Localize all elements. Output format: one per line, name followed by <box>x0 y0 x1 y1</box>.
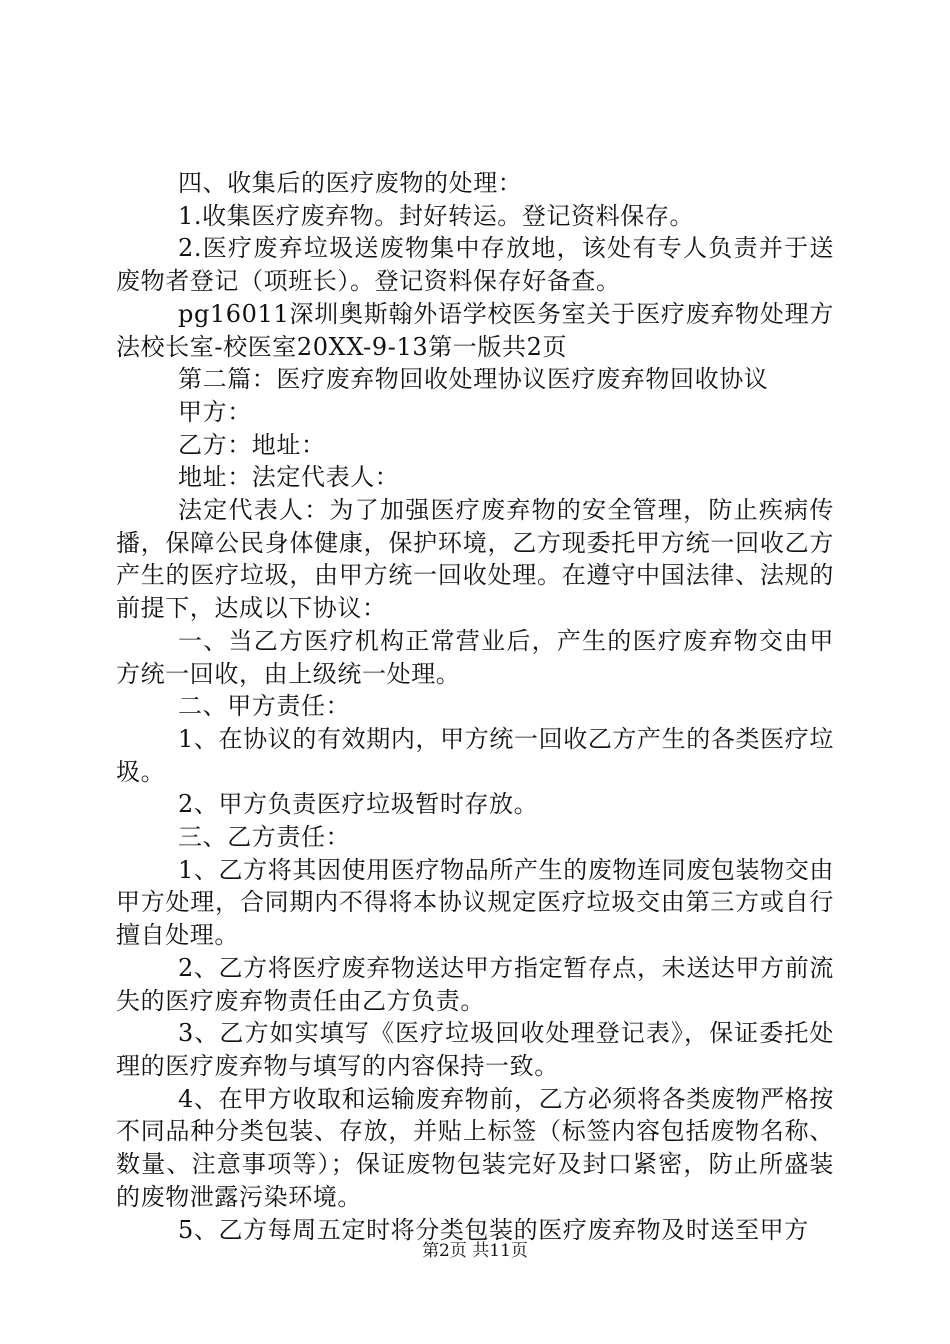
party-b-line: 乙方：地址： <box>178 430 326 459</box>
chapter-heading: 第二篇：医疗废弃物回收处理协议医疗废弃物回收协议 <box>178 365 769 394</box>
address-line: 地址：法定代表人： <box>178 463 400 492</box>
paragraph: 法定代表人：为了加强医疗废弃物的安全管理，防止疾病传播，保障公民身体健康，保护环境，乙方现委托甲方统一回收乙方产生的医疗垃圾，由甲方统一回收处理。在遵守中国法律、法规的前提下，达成以下协议： <box>116 496 834 623</box>
document-body <box>116 167 834 1246</box>
clause-heading-3: 三、乙方责任： <box>178 823 351 852</box>
page-footer: 第2页 共11页 <box>422 1241 528 1261</box>
list-item: 2、乙方将医疗废弃物送达甲方指定暂存点，未送达甲方前流失的医疗废弃物责任由乙方负责。 <box>116 953 834 1015</box>
list-item: 1、在协议的有效期内，甲方统一回收乙方产生的各类医疗垃圾。 <box>116 724 834 786</box>
list-item: 2、甲方负责医疗垃圾暂时存放。 <box>178 790 539 819</box>
list-item: 4、在甲方收取和运输废弃物前，乙方必须将各类废物严格按不同品种分类包装、存放，并贴上标签（标签内容包括废物名称、数量、注意事项等）；保证废物包装完好及封口紧密，防止所盛装的废物泄露污染环境。 <box>116 1084 834 1211</box>
paragraph: 1.收集医疗废弃物。封好转运。登记资料保存。 <box>178 201 695 230</box>
document-reference: pg16011深圳奥斯翰外语学校医务室关于医疗废弃物处理方法校长室-校医室20XX-9-13第一版共2页 <box>116 299 834 361</box>
section-heading-4: 四、收集后的医疗废物的处理： <box>178 169 523 197</box>
party-a-line: 甲方： <box>178 397 252 426</box>
list-item: 1、乙方将其因使用医疗物品所产生的废物连同废包装物交由甲方处理，合同期内不得将本协议规定医疗垃圾交由第三方或自行擅自处理。 <box>116 855 834 950</box>
list-item: 3、乙方如实填写《医疗垃圾回收处理登记表》，保证委托处理的医疗废弃物与填写的内容保持一致。 <box>116 1019 834 1080</box>
clause-1: 一、当乙方医疗机构正常营业后，产生的医疗废弃物交由甲方统一回收，由上级统一处理。 <box>116 626 834 688</box>
paragraph: 2.医疗废弃垃圾送废物集中存放地，该处有专人负责并于送废物者登记（项班长）。登记资料保存好备查。 <box>116 234 834 296</box>
list-item: 5、乙方每周五定时将分类包装的医疗废弃物及时送至甲方 <box>178 1215 809 1244</box>
clause-heading-2: 二、甲方责任： <box>178 692 351 721</box>
